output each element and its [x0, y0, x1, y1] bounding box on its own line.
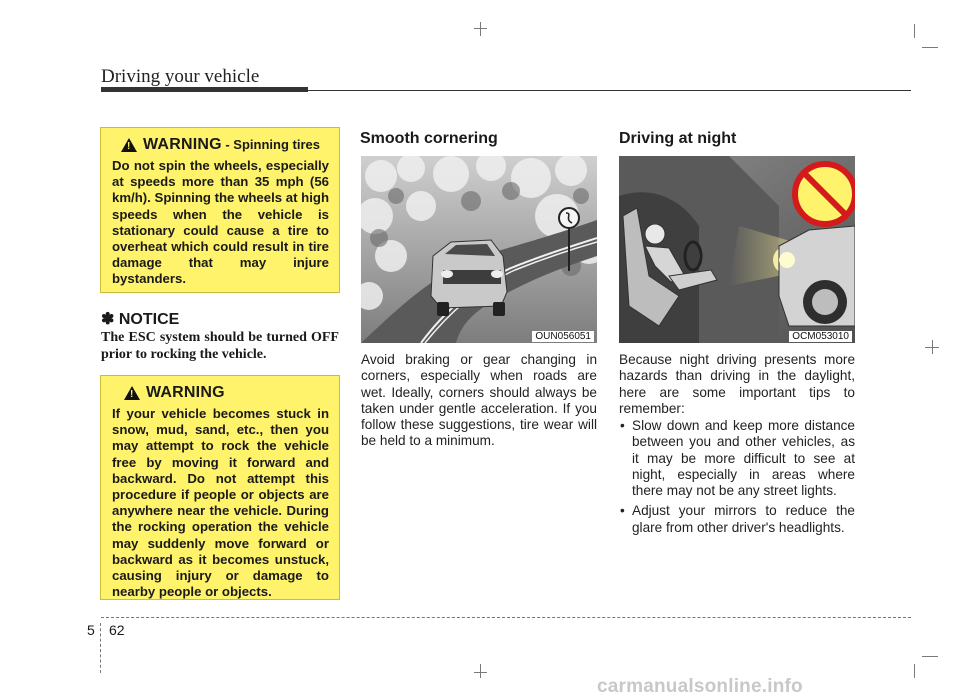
figure-code: OCM053010 — [789, 331, 852, 342]
list-item: • Slow down and keep more distance between you and other vehicles, as it may be more difficult to see at night, especially in areas where there may not be any street lights. — [620, 418, 855, 499]
warning-header — [112, 384, 329, 402]
cornering-illustration — [361, 156, 597, 343]
footer-rule — [101, 617, 911, 618]
heading-smooth-cornering: Smooth cornering — [360, 130, 498, 147]
warning-heading: WARNING — [146, 384, 225, 401]
warning-header — [112, 136, 329, 154]
notice-text: The ESC system should be turned OFF prior to rocking the vehicle. — [101, 330, 339, 362]
crop-mark-bottom-right-h — [922, 656, 938, 657]
night-driving-illustration — [619, 156, 855, 343]
crop-mark-top-right-h — [922, 47, 938, 48]
notice-title: ✽ NOTICE — [101, 311, 180, 328]
figure-code: OUN056051 — [532, 331, 594, 342]
figure-night-driving — [619, 156, 855, 343]
section-title: Driving your vehicle — [101, 66, 260, 87]
crop-mark-bottom-right — [914, 664, 915, 678]
crop-mark-top-center — [480, 22, 481, 36]
watermark: carmanualsonline.info — [597, 676, 803, 697]
warning-triangle-icon — [124, 386, 140, 400]
warning-text: Do not spin the wheels, especially at speeds more than 35 mph (56 km/h). Spinning the wheels at high speeds when the vehicle is stationary could cause a tire to overheat which could result in tire damage that may injure bystanders. — [112, 158, 329, 287]
list-item: • Adjust your mirrors to reduce the glare from other driver's headlights. — [620, 503, 855, 536]
warning-heading: WARNING - Spinning tires — [143, 136, 320, 153]
crop-mark-bottom-center — [480, 664, 481, 678]
crop-mark-top-center-v — [474, 28, 487, 29]
text-smooth-cornering: Avoid braking or gear changing in corners, especially when roads are wet. Ideally, corners should always be taken under gentle acceleration. If you follow these suggestions, tire wear will be held to a minimum. — [361, 352, 597, 449]
header-bar — [101, 87, 308, 92]
crop-mark-top-right — [914, 24, 915, 38]
chapter-number: 5 — [87, 622, 95, 638]
crop-mark-right-center-h — [925, 347, 939, 348]
crop-mark-bottom-center-h — [474, 672, 487, 673]
warning-box-spinning-tires — [100, 127, 340, 293]
warning-box-stuck-vehicle — [100, 375, 340, 600]
night-tips-list — [620, 418, 855, 540]
page-number: 62 — [109, 622, 125, 638]
heading-driving-at-night: Driving at night — [619, 130, 737, 147]
warning-text: If your vehicle becomes stuck in snow, mud, sand, etc., then you may attempt to rock the vehicle free by moving it forward and backward. Do not attempt this procedure if people or objects are anywhere near the vehicle. During the rocking operation the vehicle may suddenly move forward or backward as it becomes unstuck, causing injury or damage to nearby people or objects. — [112, 406, 329, 600]
text-night-intro: Because night driving presents more hazards than driving in the daylight, here are some important tips to remember: — [619, 352, 855, 416]
page-number-separator — [100, 623, 101, 673]
warning-triangle-icon — [121, 138, 137, 152]
figure-cornering — [361, 156, 597, 343]
